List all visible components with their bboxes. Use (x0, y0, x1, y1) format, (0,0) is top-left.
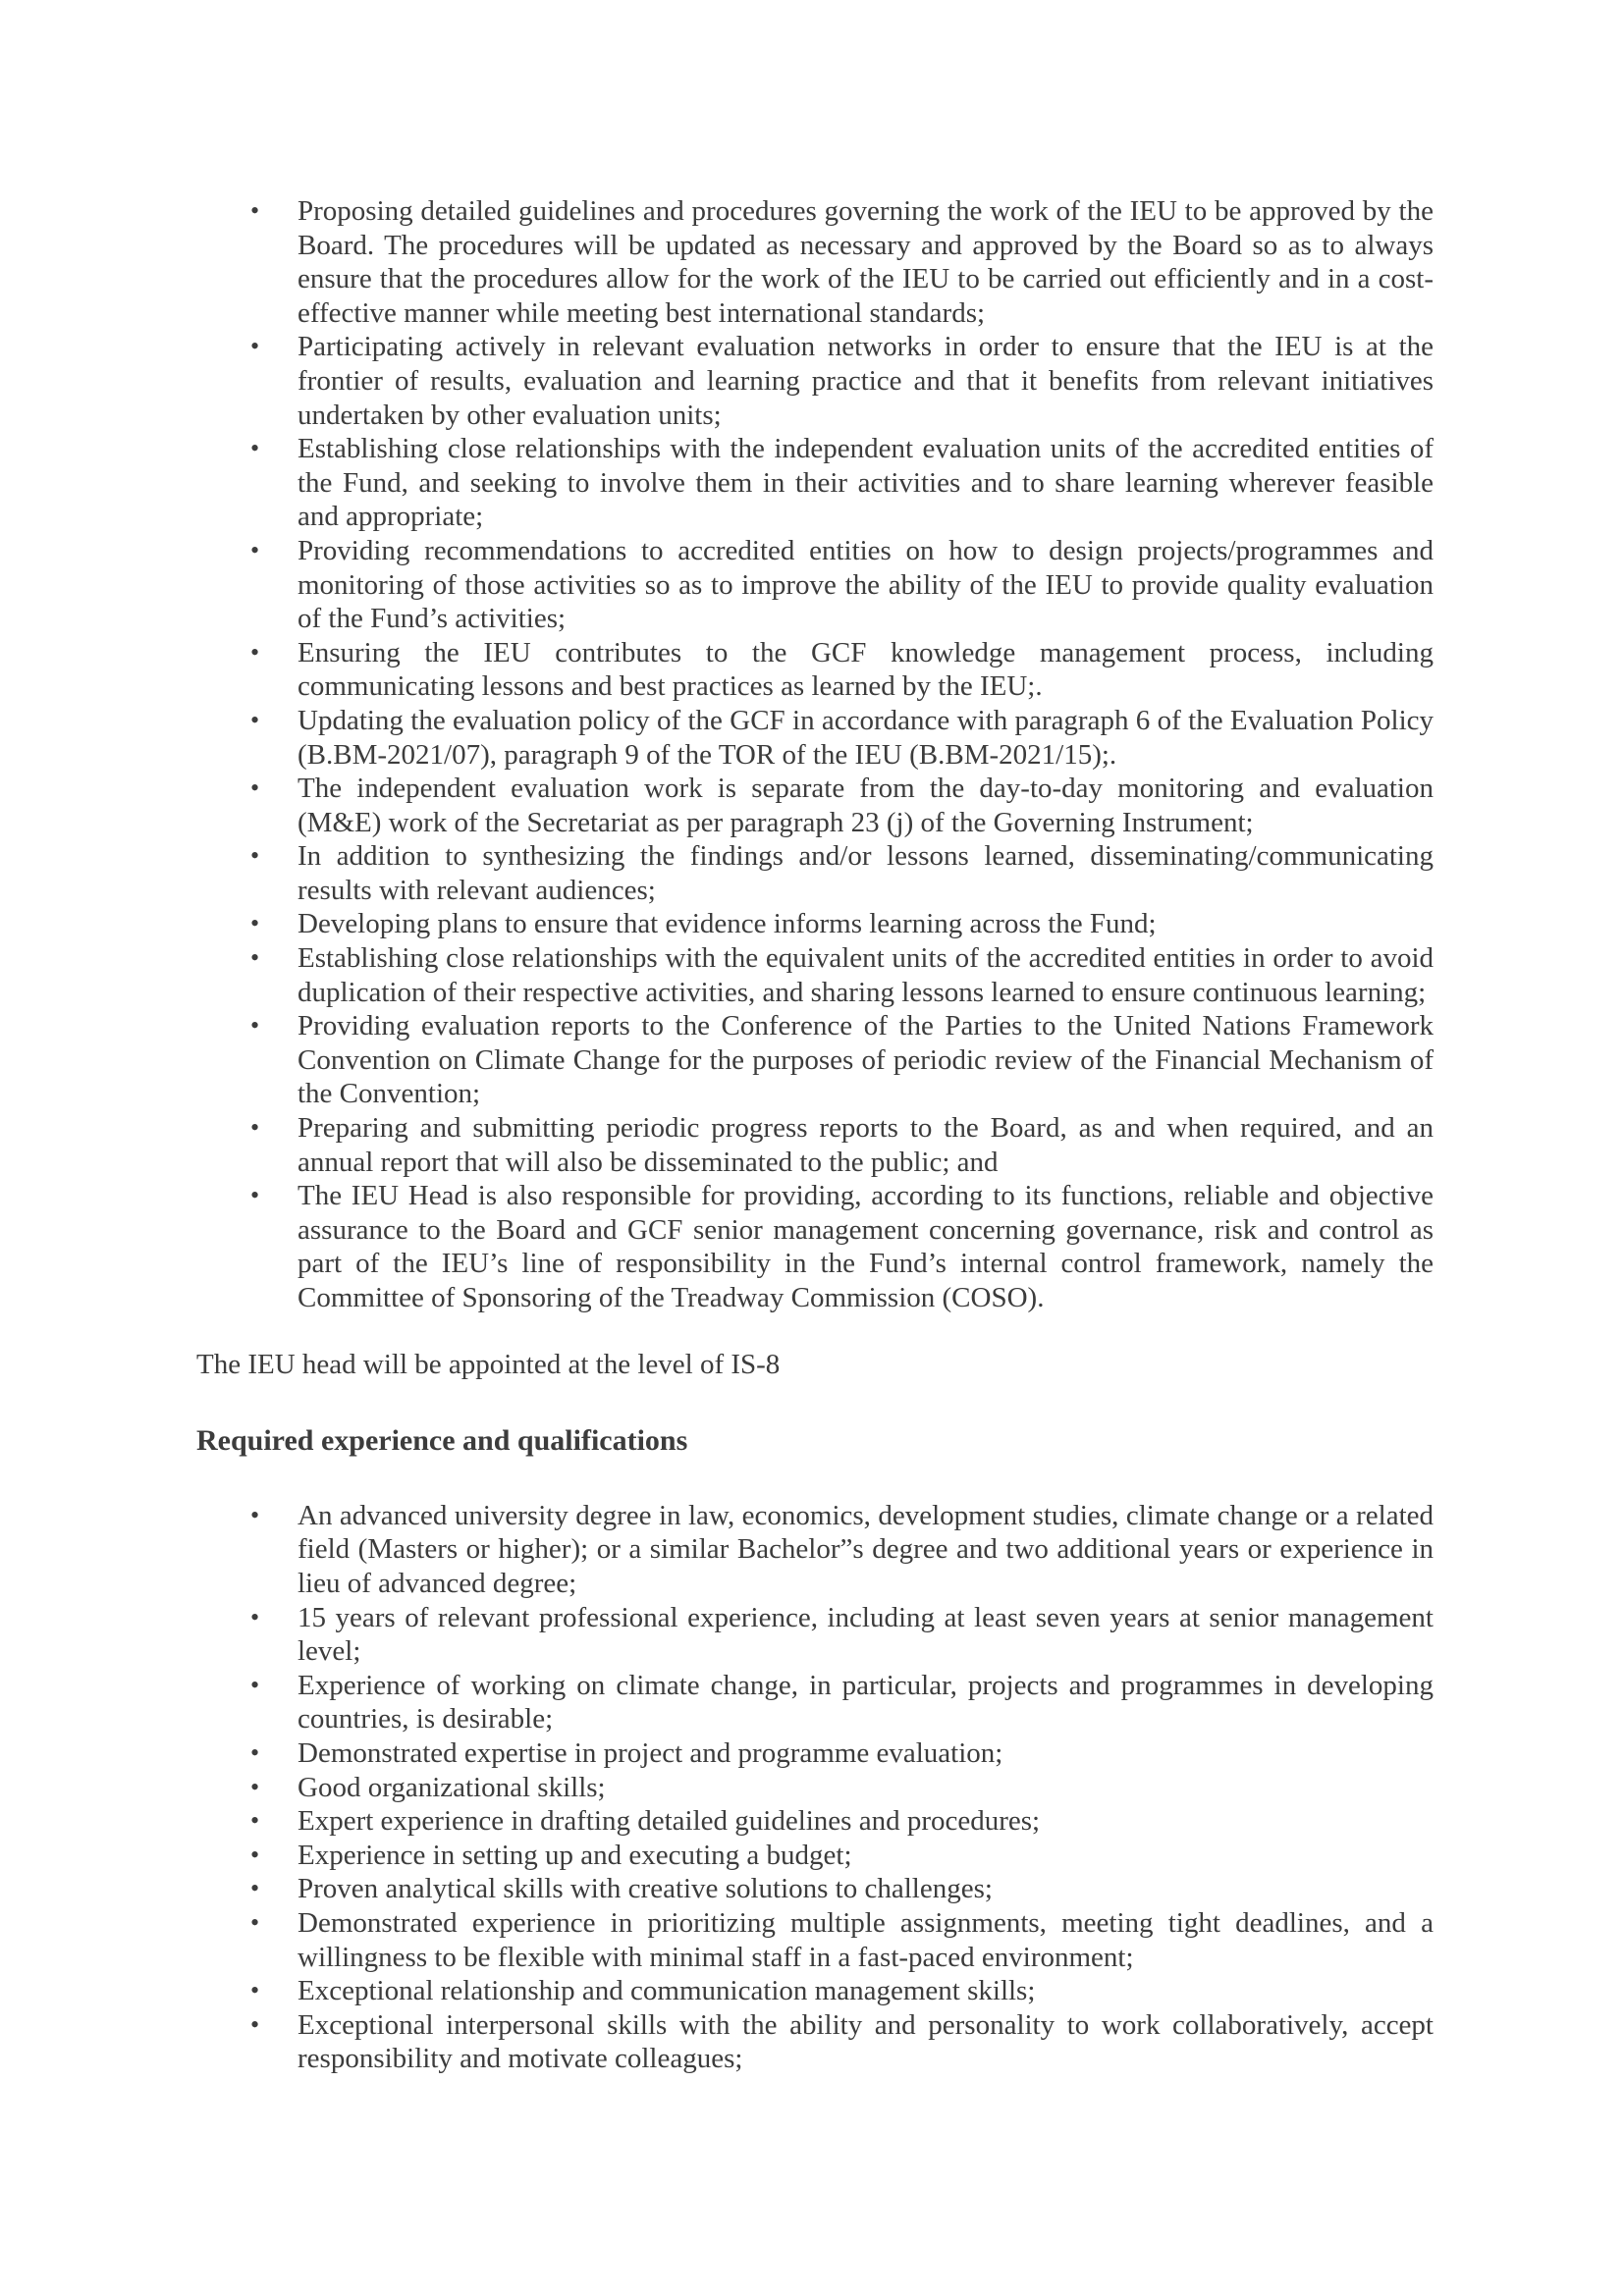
qualifications-list (196, 1499, 1434, 2076)
responsibilities-list (196, 194, 1434, 1315)
bullet-list-item: • Establishing close relationships with the equivalent units of the accredited entities in order to avoid duplication of their respective activities, and sharing lessons learned to ensure continuous learning; (298, 941, 1434, 1009)
bullet-list-item: • Establishing close relationships with the independent evaluation units of the accredited entities of the Fund, and seeking to involve them in their activities and to share learning wherever feasible and appropriate; (298, 432, 1434, 534)
bullet-list-item: • Ensuring the IEU contributes to the GCF knowledge management process, including communicating lessons and best practices as learned by the IEU;. (298, 636, 1434, 704)
bullet-list-item: • Exceptional interpersonal skills with the ability and personality to work collaboratively, accept responsibility and motivate colleagues; (298, 2008, 1434, 2076)
appointment-note: The IEU head will be appointed at the level of IS-8 (196, 1348, 781, 1380)
bullet-list-item: • Exceptional relationship and communication management skills; (298, 1974, 1434, 2008)
bullet-list-item: • Experience in setting up and executing a budget; (298, 1839, 1434, 1873)
bullet-list-item: • Proposing detailed guidelines and procedures governing the work of the IEU to be approved by the Board. The procedures will be updated as necessary and approved by the Board so as to always ensure that the procedures allow for the work of the IEU to be carried out efficiently and in a cost-effective manner while meeting best international standards; (298, 194, 1434, 330)
bullet-list-item: • Good organizational skills; (298, 1771, 1434, 1805)
bullet-list-item: • Developing plans to ensure that evidence informs learning across the Fund; (298, 907, 1434, 941)
bullet-list-item: • Proven analytical skills with creative solutions to challenges; (298, 1872, 1434, 1906)
bullet-list-item: • The IEU Head is also responsible for providing, according to its functions, reliable and objective assurance to the Board and GCF senior management concerning governance, risk and control as part of the IEU’s line of responsibility in the Fund’s internal control framework, namely the Committee of Sponsoring of the Treadway Commission (COSO). (298, 1179, 1434, 1314)
bullet-list-item: • Demonstrated experience in prioritizing multiple assignments, meeting tight deadlines, and a willingness to be flexible with minimal staff in a fast-paced environment; (298, 1906, 1434, 1974)
bullet-list-item: • An advanced university degree in law, economics, development studies, climate change or a related field (Masters or higher); or a similar Bachelor”s degree and two additional years or experience in lieu of advanced degree; (298, 1499, 1434, 1601)
bullet-list-item: • 15 years of relevant professional experience, including at least seven years at senior management level; (298, 1601, 1434, 1669)
bullet-list-item: • Demonstrated expertise in project and programme evaluation; (298, 1736, 1434, 1771)
bullet-list-item: • The independent evaluation work is separate from the day-to-day monitoring and evaluation (M&E) work of the Secretariat as per paragraph 23 (j) of the Governing Instrument; (298, 772, 1434, 839)
bullet-list-item: • Preparing and submitting periodic progress reports to the Board, as and when required, and an annual report that will also be disseminated to the public; and (298, 1111, 1434, 1179)
bullet-list-item: • Expert experience in drafting detailed guidelines and procedures; (298, 1804, 1434, 1839)
section-heading: Required experience and qualifications (196, 1424, 688, 1458)
bullet-list-item: • Participating actively in relevant evaluation networks in order to ensure that the IEU is at the frontier of results, evaluation and learning practice and that it benefits from relevant initiatives undertaken by other evaluation units; (298, 330, 1434, 432)
bullet-list-item: • Updating the evaluation policy of the GCF in accordance with paragraph 6 of the Evaluation Policy (B.BM-2021/07), paragraph 9 of the TOR of the IEU (B.BM-2021/15);. (298, 704, 1434, 772)
bullet-list-item: • Experience of working on climate change, in particular, projects and programmes in developing countries, is desirable; (298, 1669, 1434, 1736)
bullet-list-item: • In addition to synthesizing the findings and/or lessons learned, disseminating/communicating results with relevant audiences; (298, 839, 1434, 907)
bullet-list-item: • Providing evaluation reports to the Conference of the Parties to the United Nations Framework Convention on Climate Change for the purposes of periodic review of the Financial Mechanism of the Convention; (298, 1009, 1434, 1111)
bullet-list-item: • Providing recommendations to accredited entities on how to design projects/programmes and monitoring of those activities so as to improve the ability of the IEU to provide quality evaluation of the Fund’s activities; (298, 534, 1434, 636)
